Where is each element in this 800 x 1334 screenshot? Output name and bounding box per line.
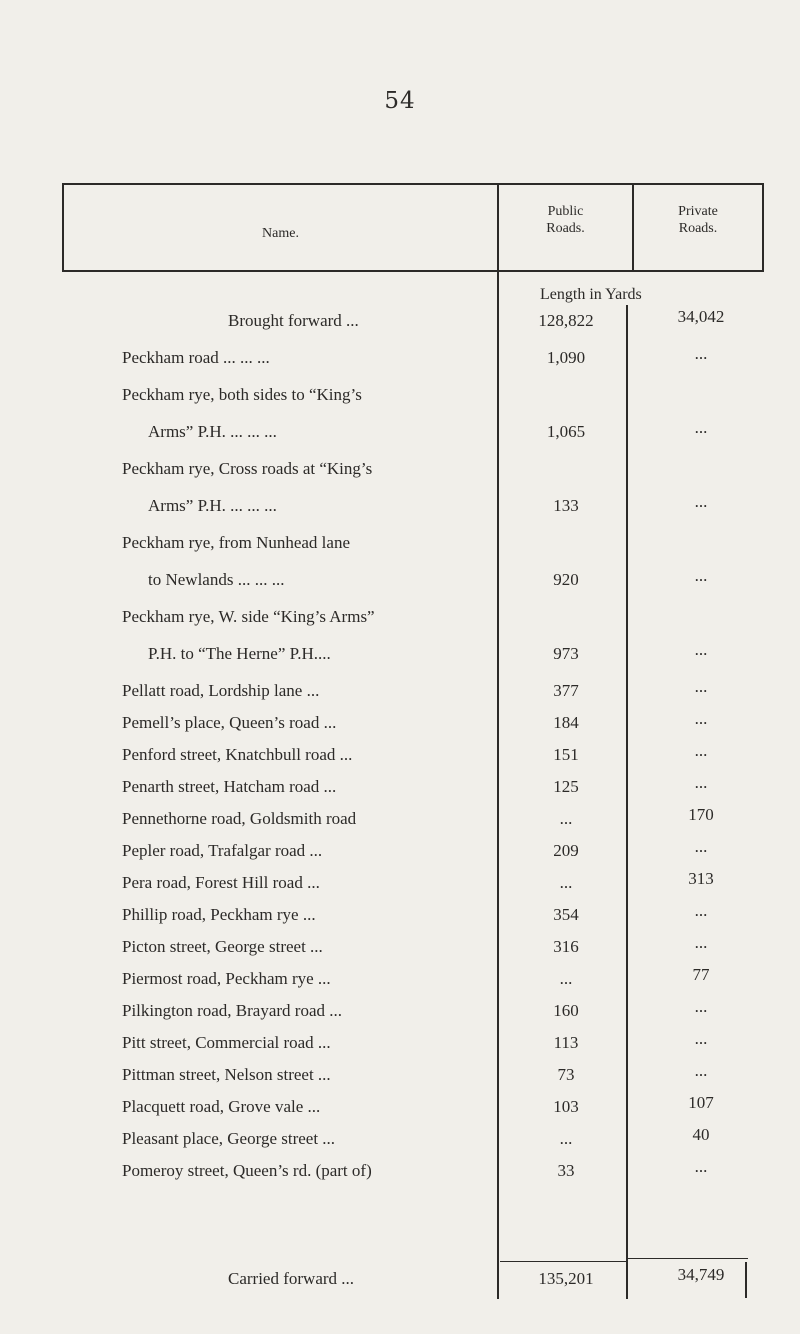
private-roads-header (634, 203, 762, 237)
row-name-line: Pilkington road, Brayard road ... (122, 1001, 343, 1020)
name-column-divider (497, 183, 499, 1299)
private-roads-value: ... (694, 933, 708, 952)
units-label: Length in Yards (540, 286, 642, 303)
private-roads-value: ... (694, 997, 708, 1016)
row-name-line: Penford street, Knatchbull road ... (122, 745, 353, 764)
right-border (762, 183, 764, 271)
private-roads-value: ... (694, 566, 708, 585)
public-roads-header (499, 203, 632, 237)
public-header-line1: Public (547, 204, 584, 219)
public-roads-value: 1,065 (546, 422, 586, 441)
private-roads-value: ... (694, 837, 708, 856)
private-roads-value: ... (694, 773, 708, 792)
private-roads-value: ... (694, 901, 708, 920)
table-top-rule (62, 183, 764, 185)
public-roads-value: 377 (553, 681, 579, 700)
row-name-line: Pomeroy street, Queen’s rd. (part of) (122, 1161, 372, 1180)
public-roads-value: 354 (553, 905, 579, 924)
public-roads-value: ... (559, 969, 573, 988)
row-name-line: Pellatt road, Lordship lane ... (122, 681, 320, 700)
public-roads-value: 1,090 (546, 348, 586, 367)
public-roads-value: 73 (557, 1065, 575, 1084)
row-name-line: Pemell’s place, Queen’s road ... (122, 713, 337, 732)
row-name-line: Pleasant place, George street ... (122, 1129, 336, 1148)
public-roads-value: ... (559, 809, 573, 828)
row-name-line: Peckham rye, both sides to “King’s (122, 385, 362, 404)
private-roads-value: ... (694, 640, 708, 659)
public-roads-value: ... (559, 873, 573, 892)
row-name-line: Pennethorne road, Goldsmith road (122, 809, 357, 828)
row-name-line: Pepler road, Trafalgar road ... (122, 841, 323, 860)
private-roads-value: ... (694, 741, 708, 760)
private-roads-value: 77 (692, 965, 710, 984)
private-header-line2: Roads. (678, 221, 718, 236)
private-roads-value: ... (694, 677, 708, 696)
public-roads-value: 973 (553, 644, 579, 663)
row-name-line: Peckham road ... ... ... (122, 348, 270, 367)
row-name-line: Peckham rye, from Nunhead lane (122, 533, 350, 552)
row-name-line: Brought forward ... (228, 311, 359, 330)
sum-rule-public (500, 1261, 626, 1262)
row-name-line: Arms” P.H. ... ... ... (148, 496, 277, 515)
row-name-line: Phillip road, Peckham rye ... (122, 905, 316, 924)
row-name-line: Peckham rye, Cross roads at “King’s (122, 459, 373, 478)
sum-rule-private (628, 1258, 748, 1259)
private-roads-value: ... (694, 1157, 708, 1176)
public-roads-value: 33 (557, 1161, 575, 1180)
private-roads-value: 40 (692, 1125, 710, 1144)
private-roads-value: ... (694, 709, 708, 728)
row-name-line: Pitt street, Commercial road ... (122, 1033, 331, 1052)
private-roads-value: ... (694, 344, 708, 363)
row-name-line: Pera road, Forest Hill road ... (122, 873, 320, 892)
private-roads-value: 313 (688, 869, 714, 888)
row-name-line: Peckham rye, W. side “King’s Arms” (122, 607, 375, 626)
public-roads-value: 133 (553, 496, 579, 515)
public-column-divider-body (626, 305, 628, 1299)
carried-forward-private: 34,749 (677, 1265, 725, 1284)
row-name-line: Picton street, George street ... (122, 937, 323, 956)
row-name-line: P.H. to “The Herne” P.H.... (148, 644, 331, 663)
public-roads-value: 209 (553, 841, 579, 860)
private-roads-value: ... (694, 1061, 708, 1080)
private-roads-value: 170 (688, 805, 714, 824)
row-name-line: Placquett road, Grove vale ... (122, 1097, 321, 1116)
row-name-line: Arms” P.H. ... ... ... (148, 422, 277, 441)
row-name-line: Piermost road, Peckham rye ... (122, 969, 331, 988)
carried-forward-label: Carried forward ... (228, 1269, 355, 1288)
private-roads-value: ... (694, 418, 708, 437)
public-roads-value: 920 (553, 570, 579, 589)
private-roads-value: 107 (688, 1093, 714, 1112)
public-roads-value: ... (559, 1129, 573, 1148)
public-roads-value: 125 (553, 777, 579, 796)
public-roads-value: 160 (553, 1001, 579, 1020)
private-roads-value: 34,042 (677, 307, 725, 326)
private-roads-value: ... (694, 492, 708, 511)
public-header-line2: Roads. (546, 221, 585, 236)
private-header-line1: Private (678, 204, 718, 219)
name-header: Name. (262, 226, 299, 241)
row-name-line: to Newlands ... ... ... (148, 570, 285, 589)
page-number: 54 (384, 88, 416, 114)
public-roads-value: 316 (553, 937, 579, 956)
header-bottom-rule (62, 270, 764, 272)
public-roads-value: 113 (553, 1033, 579, 1052)
public-roads-value: 184 (553, 713, 579, 732)
public-roads-value: 103 (553, 1097, 579, 1116)
row-name-line: Penarth street, Hatcham road ... (122, 777, 337, 796)
public-roads-value: 151 (553, 745, 579, 764)
carried-forward-public: 135,201 (538, 1269, 594, 1288)
private-roads-value: ... (694, 1029, 708, 1048)
public-roads-value: 128,822 (538, 311, 594, 330)
row-name-line: Pittman street, Nelson street ... (122, 1065, 331, 1084)
